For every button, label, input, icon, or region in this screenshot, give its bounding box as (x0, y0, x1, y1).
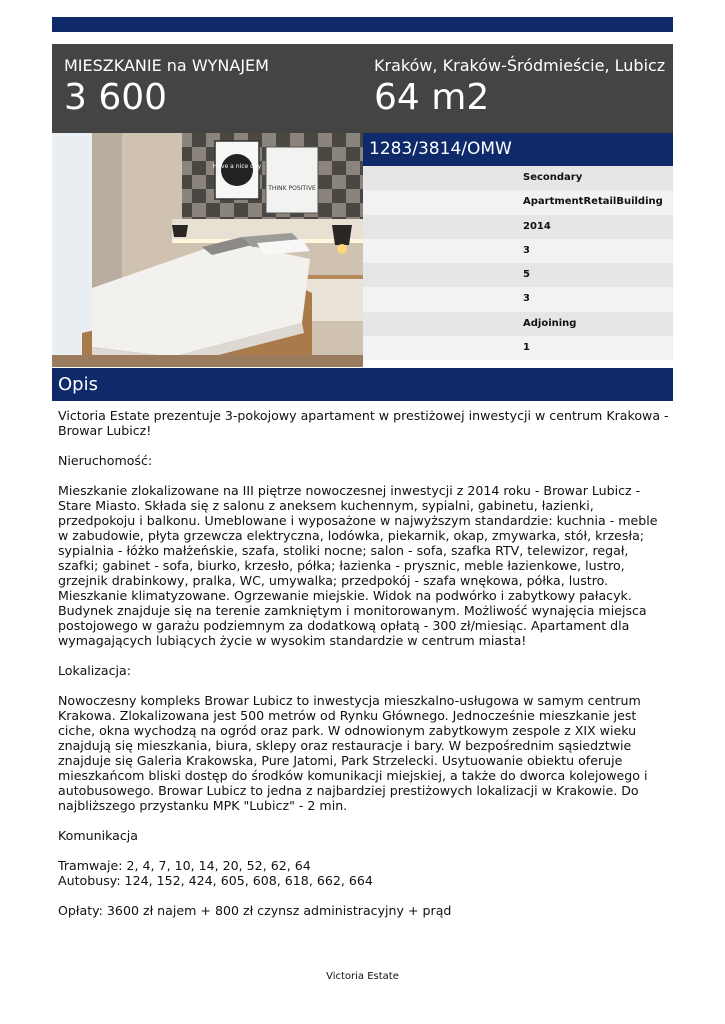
detail-kitchen: Adjoining (363, 312, 673, 336)
header-left (64, 56, 269, 120)
listing-area: 64 m2 (374, 77, 490, 118)
bedroom-photo-illustration (52, 133, 363, 367)
description-intro: Victoria Estate prezentuje 3-pokojowy apartament w prestiżowej inwestycji w centrum Krakowa - Browar Lubicz! (58, 408, 669, 438)
detail-rooms: 3 (363, 239, 673, 263)
listing-photo (52, 133, 363, 367)
detail-total-floors: 5 (363, 263, 673, 287)
description-transport (58, 858, 670, 888)
listing-header (52, 44, 673, 133)
details-panel (363, 133, 673, 367)
description-location: Nowoczesny kompleks Browar Lubicz to inwestycja mieszkalno-usługowa w samym centrum Krakowa. Zlokalizowana jest 500 metrów od Rynku Głównego. Jednocześnie mieszkanie jest ciche, okna wychodzą na ogród oraz park. W odnowionym zabytkowym zespole z XIX wieku znajdują się mieszkania, biura, sklepy oraz restauracje i bary. W bezpośrednim sąsiedztwie znajduje się Galeria Krakowska, Pure Jatomi, Park Strzelecki. Usytuowanie obiektu oferuje mieszkańcom bliski dostęp do środków komunikacji miejskiej, a także do dworca kolejowego i autobusowego. Browar Lubicz to jedna z najbardziej prestiżowych lokalizacji w Krakowie. Do najbliższego przystanku MPK "Lubicz" - 2 min. (58, 693, 648, 813)
description-fees: Opłaty: 3600 zł najem + 800 zł czynsz administracyjny + prąd (58, 903, 452, 918)
detail-bathrooms: 1 (363, 336, 673, 360)
poster-text-2: THINK POSITIVE (268, 185, 316, 192)
description-heading-transport: Komunikacja (58, 828, 138, 843)
description-property: Mieszkanie zlokalizowane na III piętrze nowoczesnej inwestycji z 2014 roku - Browar Lubicz - Stare Miasto. Składa się z salonu z aneksem kuchennym, sypialni, gabinetu, łazienki, przedpokoju i balkonu. Umeblowane i wyposażone w najwyższym standardzie: kuchnia - meble w zabudowie, płyta grzewcza elektryczna, lodówka, piekarnik, okap, zmywarka, stół, krzesła; sypialnia - łóżko małżeńskie, szafa, stoliki nocne; salon - sofa, szafka RTV, telewizor, regał, szafki; gabinet - sofa, biurko, krzesło, półka; łazienka - prysznic, meble łazienkowe, lustro, grzejnik drabinkowy, pralka, WC, umywalka; przedpokój - szafa wnękowa, półka, lustro. Mieszkanie klimatyzowane. Ogrzewanie miejskie. Widok na podwórko i zabytkowy pałacyk. Budynek znajduje się na terenie zamkniętym i monitorowanym. Możliwość wynajęcia miejsca postojowego w garażu podziemnym za dodatkową opłatą - 300 zł/miesiąc. Apartament dla wymagających lubiących życie w wysokim standardzie w centrum miasta! (58, 483, 658, 648)
top-accent-bar (52, 17, 673, 32)
description-trams: Tramwaje: 2, 4, 7, 10, 14, 20, 52, 62, 64 (58, 858, 311, 873)
description-heading-location: Lokalizacja: (58, 663, 131, 678)
listing-type: MIESZKANIE na WYNAJEM (64, 56, 269, 75)
detail-floor: 3 (363, 287, 673, 311)
reference-number: 1283/3814/OMW (363, 133, 673, 166)
listing-price: 3 600 (64, 77, 168, 118)
section-title-opis: Opis (52, 368, 673, 401)
description (58, 408, 670, 933)
header-right (374, 56, 665, 120)
poster-text-1: Have a nice day (212, 163, 262, 170)
listing-location: Kraków, Kraków-Śródmieście, Lubicz (374, 56, 666, 75)
detail-building-type: ApartmentRetailBuilding (363, 190, 673, 214)
footer-agency: Victoria Estate (326, 971, 399, 982)
detail-year-built: 2014 (363, 215, 673, 239)
detail-market: Secondary (363, 166, 673, 190)
description-heading-property: Nieruchomość: (58, 453, 153, 468)
description-buses: Autobusy: 124, 152, 424, 605, 608, 618, 662, 664 (58, 873, 373, 888)
